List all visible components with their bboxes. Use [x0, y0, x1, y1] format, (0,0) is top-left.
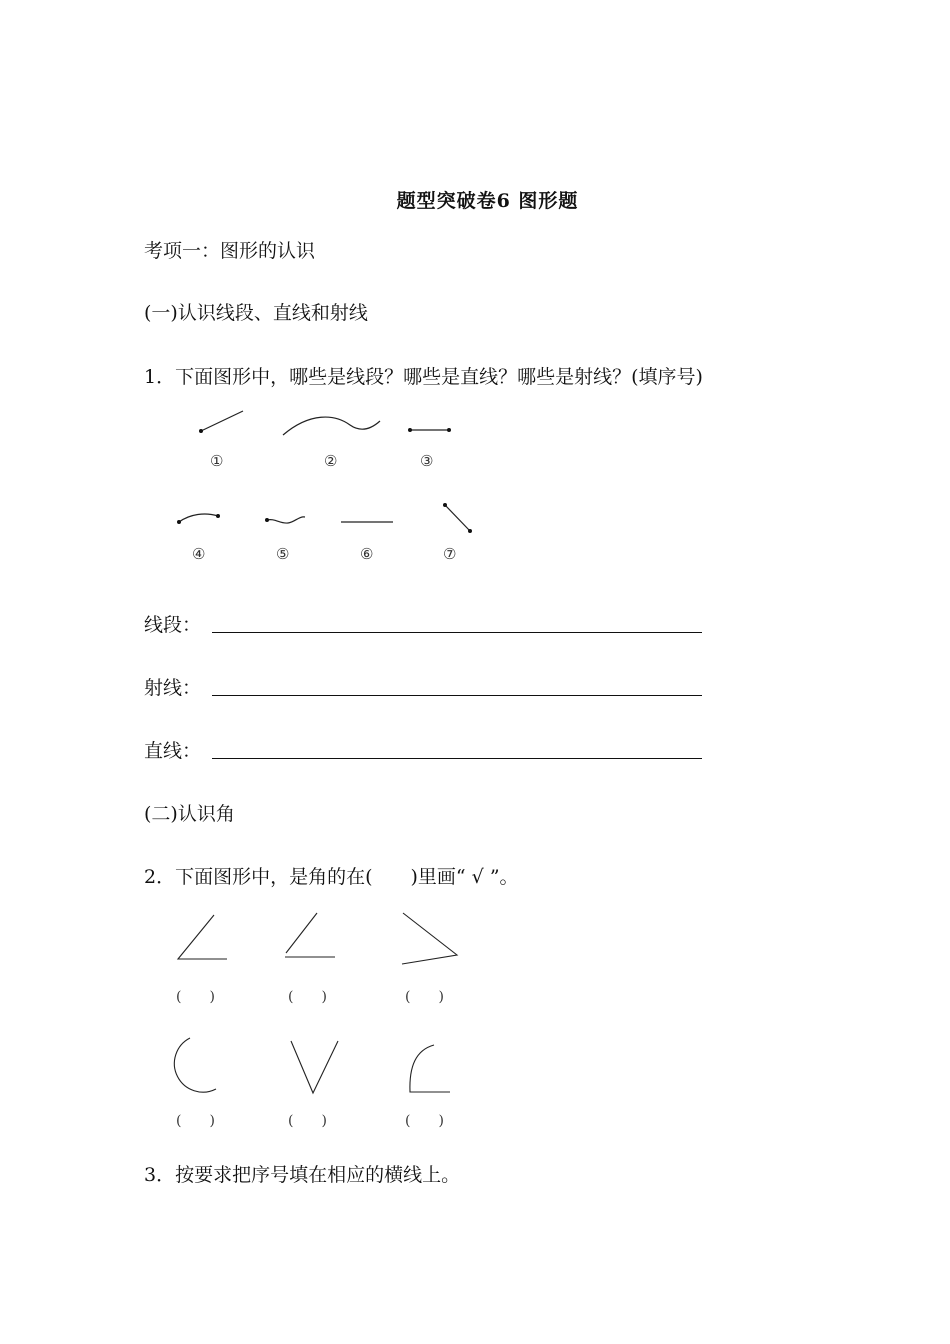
shape-3-angle	[402, 913, 457, 964]
answer-paren-6[interactable]: ( )	[405, 1113, 444, 1129]
answer-label-segment: 线段：	[144, 614, 202, 636]
shape-4-arc	[174, 1038, 216, 1092]
shape-2-side-a	[286, 913, 317, 953]
answer-paren-5[interactable]: ( )	[288, 1113, 327, 1129]
subsection-heading-lines: (一)认识线段、直线和射线	[144, 302, 368, 324]
figure-number-7: ⑦	[443, 545, 457, 563]
figure-number-3: ③	[420, 452, 434, 470]
section-heading: 考项一：图形的认识	[144, 240, 316, 262]
shape-1-angle	[178, 915, 227, 959]
page-title: 题型突破卷6 图形题	[396, 190, 579, 212]
figure-number-2: ②	[324, 452, 338, 470]
answer-label-line: 直线：	[144, 740, 202, 762]
figure-number-4: ④	[192, 545, 206, 563]
shape-5-angle	[291, 1041, 338, 1093]
answer-paren-1[interactable]: ( )	[176, 989, 215, 1005]
answer-paren-3[interactable]: ( )	[405, 989, 444, 1005]
figure-number-5: ⑤	[276, 545, 290, 563]
answer-label-ray: 射线：	[144, 677, 202, 699]
figure-number-1: ①	[210, 452, 224, 470]
shape-6-curve	[410, 1045, 450, 1092]
question-2: 2．下面图形中，是角的在( )里画“ √ ”。	[144, 866, 519, 888]
answer-paren-4[interactable]: ( )	[176, 1113, 215, 1129]
question-3: 3．按要求把序号填在相应的横线上。	[144, 1164, 461, 1186]
question-1: 1．下面图形中，哪些是线段？哪些是直线？哪些是射线？(填序号)	[144, 366, 703, 388]
subsection-heading-angles: (二)认识角	[144, 803, 235, 825]
answer-paren-2[interactable]: ( )	[288, 989, 327, 1005]
figure-number-6: ⑥	[360, 545, 374, 563]
